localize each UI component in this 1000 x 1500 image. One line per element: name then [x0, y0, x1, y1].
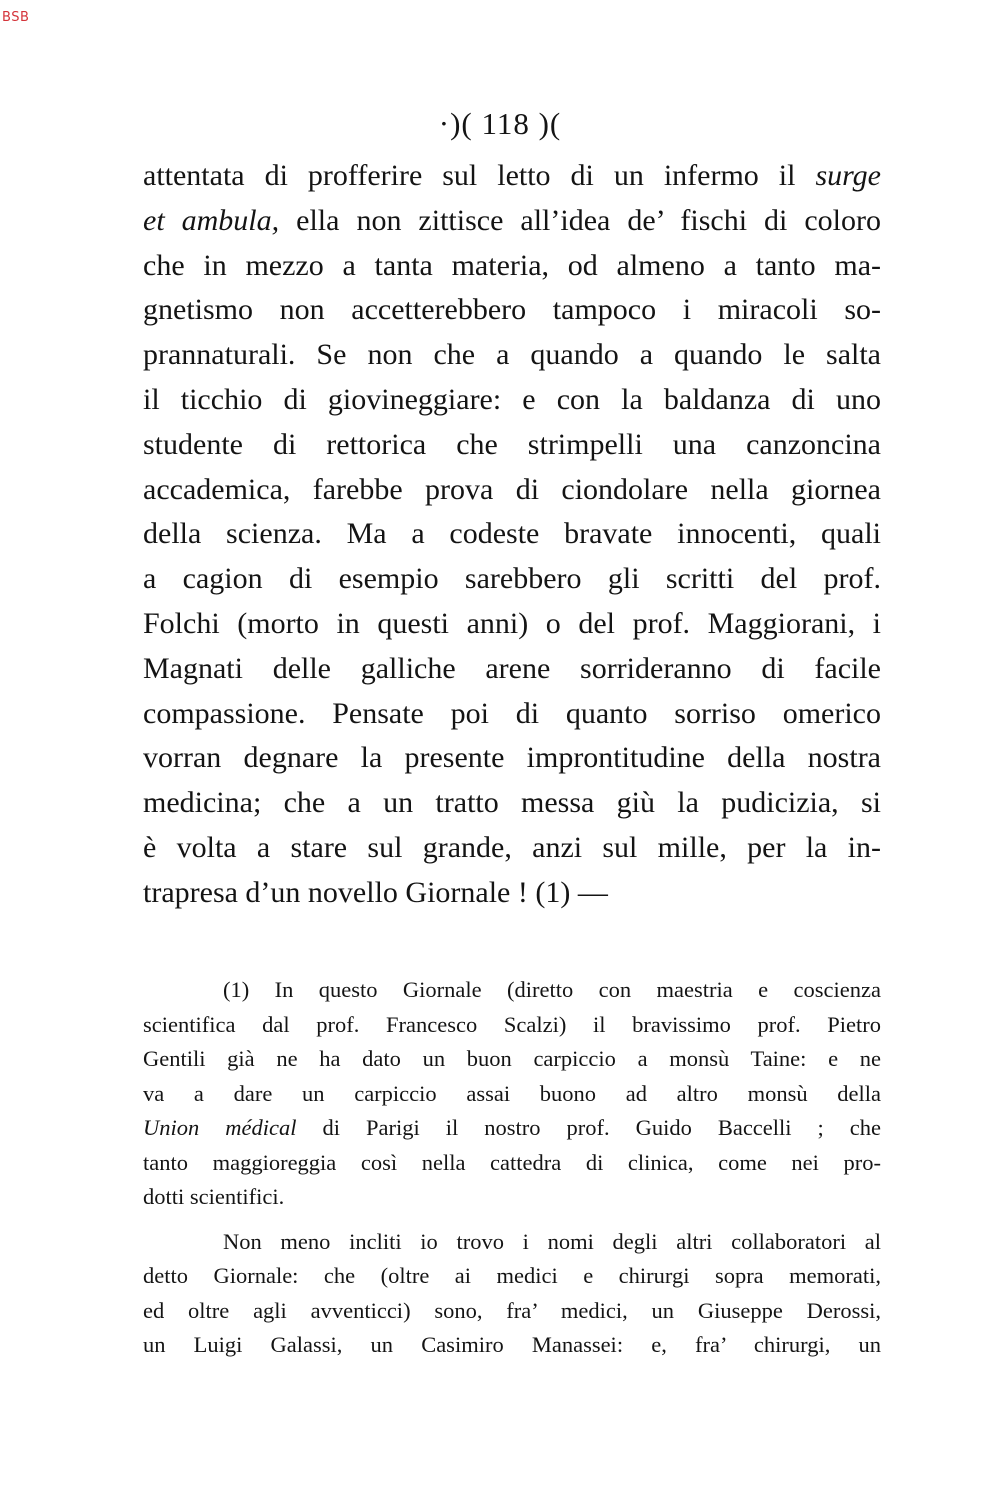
footnote-line: detto Giornale: che (oltre ai medici e chirurgi sopra memorati,	[143, 1263, 881, 1288]
footnote-line: Gentili già ne ha dato un buon carpiccio a monsù Taine: e ne	[143, 1046, 881, 1071]
footnote-line: va a dare un carpiccio assai buono ad altro monsù della	[143, 1080, 881, 1106]
body-line: studente di rettorica che strimpelli una canzoncina	[143, 427, 881, 461]
body-line: è volta a stare sul grande, anzi sul mille, per la in-	[143, 830, 881, 864]
main-text-block	[143, 154, 881, 916]
body-line: medicina; che a un tratto messa giù la pudicizia, si	[143, 786, 881, 820]
body-line: a cagion di esempio sarebbero gli scritti del prof.	[143, 562, 881, 596]
body-line: della scienza. Ma a codeste bravate innocenti, quali	[143, 517, 881, 551]
footnote-line: scientifica dal prof. Francesco Scalzi) il bravissimo prof. Pietro	[143, 1011, 881, 1037]
body-line: accademica, farebbe prova di ciondolare nella giornea	[143, 472, 881, 506]
footnote-line: ed oltre agli avventicci) sono, fra’ medici, un Giuseppe Derossi,	[143, 1297, 881, 1323]
body-line: Magnati delle galliche arene sorrideranno di facile	[143, 651, 881, 685]
footnote-line: Non meno incliti io trovo i nomi degli altri collaboratori al	[223, 1228, 881, 1254]
footnote-line: un Luigi Galassi, un Casimiro Manassei: e, fra’ chirurgi, un	[143, 1332, 881, 1357]
body-line: et ambula, ella non zittisce all’idea de’ fischi di coloro	[143, 203, 881, 237]
footnote-line: dotti scientifici.	[143, 1184, 285, 1209]
body-line: gnetismo non accetterebbero tampoco i miracoli so-	[143, 293, 881, 327]
body-line: attentata di profferire sul letto di un infermo il surge	[143, 159, 881, 192]
body-line: Folchi (morto in questi anni) o del prof. Maggiorani, i	[143, 606, 881, 640]
body-line: che in mezzo a tanta materia, od almeno a tanto ma-	[143, 248, 881, 282]
footnote-line: tanto maggioreggia così nella cattedra di clinica, come nei pro-	[143, 1149, 881, 1175]
footnote-block	[143, 973, 881, 1363]
footnote-line: Union médical di Parigi il nostro prof. Guido Baccelli ; che	[143, 1115, 881, 1140]
page-number: ·)( 118 )(	[438, 106, 562, 141]
body-line: compassione. Pensate poi di quanto sorriso omerico	[143, 696, 881, 730]
library-watermark: BSB	[2, 10, 30, 25]
footnote-line: (1) In questo Giornale (diretto con maestria e coscienza	[223, 977, 881, 1002]
body-line: trapresa d’un novello Giornale ! (1) —	[143, 875, 608, 909]
body-line: prannaturali. Se non che a quando a quando le salta	[143, 338, 881, 372]
body-line: il ticchio di giovineggiare: e con la baldanza di uno	[143, 382, 881, 416]
body-line: vorran degnare la presente improntitudine della nostra	[143, 741, 881, 775]
